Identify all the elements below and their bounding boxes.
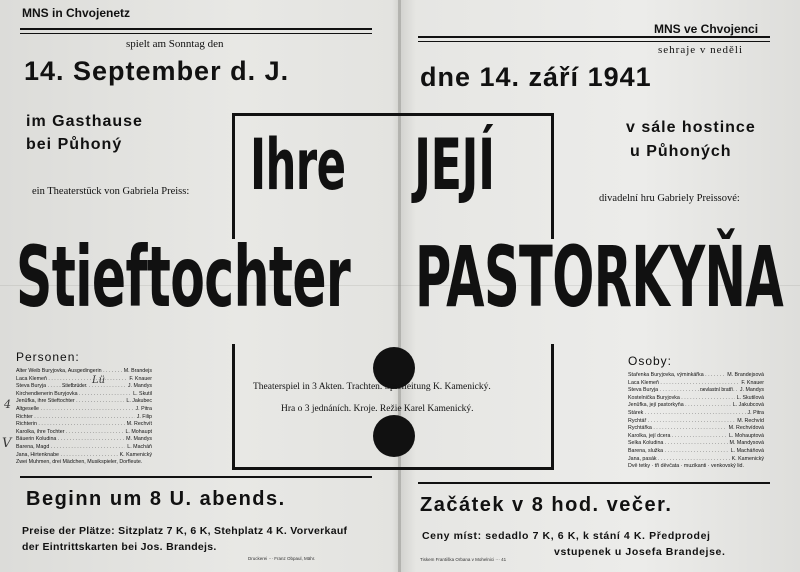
date-cz: dne 14. září 1941 — [420, 62, 652, 92]
header-left: MNS in Chvojenetz — [22, 6, 131, 20]
venue-de-line2: bei Půhoný — [26, 136, 123, 153]
cast-row: Kostelnička Buryjovka . . . L. Skutilová — [628, 395, 764, 403]
handwritten-edit: Lü — [92, 375, 106, 386]
title-de-word2: Stieftochter — [16, 228, 351, 326]
frame-left-lower — [232, 344, 235, 470]
cast-row: Richter . . . J. Filip — [16, 414, 152, 422]
cast-row: Jana, pasák . . . K. Kamenický — [628, 456, 764, 464]
bottom-rule-right — [418, 482, 770, 484]
cast-row: Alter Weib Buryjovka, Ausgedingerin . . . M. Brandejs — [16, 368, 152, 376]
cast-row: Bäuerin Koludina . . . M. Mandys — [16, 436, 152, 444]
handwritten-mark-2: V — [2, 436, 12, 451]
prices-cz-line2: vstupenek u Josefa Brandejse. — [554, 546, 726, 558]
personen-heading: Personen: — [16, 350, 80, 364]
cast-row: Stárek . . . J. Pitra — [628, 410, 764, 418]
venue-cz-line1: v sále hostince — [626, 119, 756, 136]
zacatek-line: Začátek v 8 hod. večer. — [420, 494, 673, 516]
cast-row: Rychtář . . . M. Rechvíd — [628, 418, 764, 426]
frame-bottom — [232, 467, 554, 470]
cast-row: Kirchendienerin Buryjovka . . . L. Skutil — [16, 391, 152, 399]
cast-list-cz — [628, 372, 764, 471]
cast-row-extras: Zwei Muhmen, drei Mädchen, Musikspieler, Dorfleute. — [16, 459, 143, 466]
date-de: 14. September d. J. — [24, 56, 290, 86]
cast-row: Laca Klemeň . . . F. Knauer — [16, 376, 152, 384]
cast-row: Števa Buryja . . . J. Mandys — [628, 387, 764, 395]
cast-row: Selka Koludina . . . M. Mandysová — [628, 440, 764, 448]
printer-de: Druckerei ··· Franz Obpaul, Mähr. — [248, 556, 316, 561]
title-cz-word1: JEJÍ — [414, 124, 495, 206]
paper-fold — [398, 0, 401, 572]
title-de-word1: Ihre — [250, 124, 346, 206]
cast-row: Števa Buryja . . . J. Mandys — [16, 383, 152, 391]
center-cz-line: Hra o 3 jednáních. Kroje. Režie Karel Kamenický. — [281, 404, 474, 414]
venue-de-line1: im Gasthause — [26, 113, 143, 130]
frame-top — [232, 113, 554, 116]
osoby-heading: Osoby: — [628, 354, 673, 368]
stiefbruder-label: Stiefbrüder — [62, 383, 87, 389]
cast-row: Altgeselle . . . J. Pitra — [16, 406, 152, 414]
cast-row: Jana, Hirtenknabe . . . K. Kamenický — [16, 452, 152, 460]
cast-row: Richterin . . . M. Rechvít — [16, 421, 152, 429]
header-rule-right-thin — [418, 41, 770, 42]
header-right: MNS ve Chvojenci — [654, 22, 759, 36]
frame-right-upper — [551, 113, 554, 239]
spielt-line: spielt am Sonntag den — [126, 38, 224, 50]
printer-cz: Tiskem Františka Orbana v Mohelnici ··· 41 — [420, 557, 507, 562]
center-de-line: Theaterspiel in 3 Akten. Trachten. Spielleitung K. Kamenický. — [253, 382, 491, 392]
prices-de-line2: der Eintrittskarten bei Jos. Brandejs. — [22, 541, 217, 553]
cast-row: Rychtářka . . . M. Rechvídová — [628, 425, 764, 433]
cast-row: Barena, Magd . . . L. Macháň — [16, 444, 152, 452]
header-rule-left-thin — [20, 33, 372, 34]
prices-cz-line1: Ceny míst: sedadlo 7 K, 6 K, k stání 4 K. Předprodej — [422, 530, 711, 542]
cast-row-extras: Dvě tetky · tři děvčata · muzikanti · venkovský lid. — [628, 463, 744, 470]
author-cz: divadelní hru Gabriely Preissové: — [599, 193, 740, 204]
cast-row: Stařenka Buryjovka, výminkářka . . . M. Brandejsová — [628, 372, 764, 380]
cast-row: Karolka, její dcera . . . L. Mohauptová — [628, 433, 764, 441]
cast-row: Jenůfka, ihre Stieftochter . . . L. Jakubec — [16, 398, 152, 406]
beginn-line: Beginn um 8 U. abends. — [26, 488, 286, 510]
title-cz-word2: PASTORKYŇA — [415, 228, 784, 326]
header-rule-left — [20, 28, 372, 30]
sehraje-line: sehraje v neděli — [658, 44, 744, 56]
handwritten-mark-1: 4 — [4, 398, 11, 411]
bottom-rule-left — [20, 476, 372, 478]
venue-cz-line2: u Půhoných — [630, 143, 732, 160]
frame-right-lower — [551, 344, 554, 470]
cast-row: Laca Klemeň . . . F. Knauer — [628, 380, 764, 388]
cast-row: Barena, služka . . . L. Macháňová — [628, 448, 764, 456]
header-rule-right — [418, 36, 770, 38]
cast-row: Karolka, ihre Tochter . . . L. Mohaupt — [16, 429, 152, 437]
prices-de-line1: Preise der Plätze: Sitzplatz 7 K, 6 K, Stehplatz 4 K. Vorverkauf — [22, 525, 348, 537]
cast-row: Jenůfka, její pastorkyňa . . . L. Jakubcová — [628, 402, 764, 410]
frame-left-upper — [232, 113, 235, 239]
nevlastni-label: nevlastní bratři — [700, 387, 733, 393]
author-de: ein Theaterstück von Gabriela Preiss: — [32, 186, 190, 197]
dot-lower — [373, 415, 415, 457]
